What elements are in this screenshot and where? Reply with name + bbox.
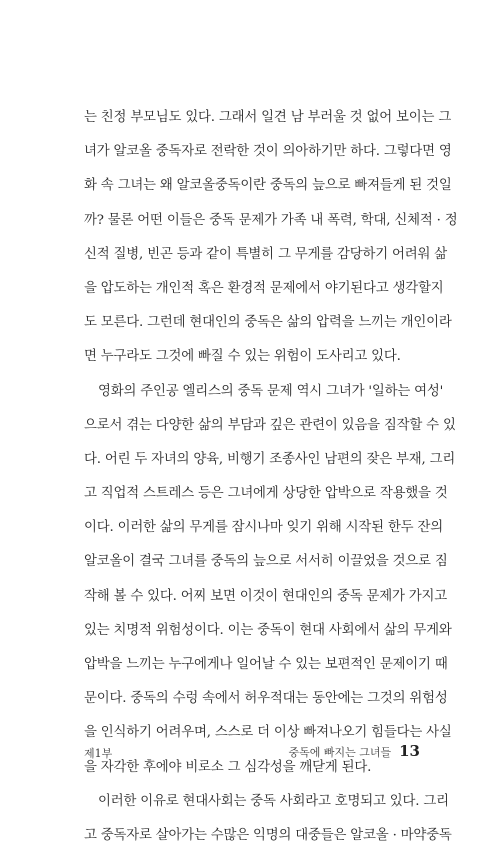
text-line: 다. 어린 두 자녀의 양육, 비행기 조종사인 남편의 잦은 부재, 그리 bbox=[84, 451, 456, 467]
text-line: 신적 질병, 빈곤 등과 같이 특별히 그 무게를 감당하기 어려워 삶 bbox=[84, 246, 448, 262]
text-line: 도 모른다. 그런데 현대인의 중독은 삶의 압력을 느끼는 개인이라 bbox=[84, 315, 452, 331]
text-line: 화 속 그녀는 왜 알코올중독이란 중독의 늪으로 빠져들게 된 것일 bbox=[84, 178, 452, 194]
running-title: 중독에 빠지는 그녀들 bbox=[288, 746, 392, 759]
footer-right bbox=[288, 742, 420, 760]
body-text bbox=[84, 101, 458, 853]
text-line: 는 친정 부모님도 있다. 그래서 일견 남 부러울 것 없어 보이는 그 bbox=[84, 110, 452, 125]
text-line: 이다. 이러한 삶의 무게를 잠시나마 잊기 위해 시작된 한두 잔의 bbox=[84, 520, 443, 536]
text-line: 이러한 이유로 현대사회는 중독 사회라고 호명되고 있다. 그리 bbox=[98, 793, 449, 809]
text-line: 까? 물론 어떤 이들은 중독 문제가 가족 내 폭력, 학대, 신체적 · 정 bbox=[84, 212, 458, 228]
text-line: 으로서 겪는 다양한 삶의 부담과 깊은 관련이 있음을 짐작할 수 있 bbox=[84, 417, 456, 433]
part-label: 제1부 bbox=[84, 747, 113, 760]
text-line: 을 압도하는 개인적 혹은 환경적 문제에서 야기된다고 생각할지 bbox=[84, 280, 444, 296]
text-line: 영화의 주인공 엘리스의 중독 문제 역시 그녀가 '일하는 여성' bbox=[98, 383, 444, 399]
text-line: 고 직업적 스트레스 등은 그녀에게 상당한 압박으로 작용했을 것 bbox=[84, 486, 448, 502]
text-line: 고 중독자로 살아가는 수많은 익명의 대중들은 알코올 · 마약중독 bbox=[84, 827, 452, 843]
text-line: 알코올이 결국 그녀를 중독의 늪으로 서서히 이끌었을 것으로 짐 bbox=[84, 554, 448, 570]
text-line: 을 인식하기 어려우며, 스스로 더 이상 빠져나오기 힘들다는 사실 bbox=[84, 725, 452, 741]
text-line: 있는 치명적 위험성이다. 이는 중독이 현대 사회에서 삶의 무게와 bbox=[84, 622, 452, 638]
text-line: 작해 볼 수 있다. 어찌 보면 이것이 현대인의 중독 문제가 가지고 bbox=[84, 588, 448, 604]
page-footer bbox=[84, 742, 420, 764]
text-line: 압박을 느끼는 누구에게나 일어날 수 있는 보편적인 문제이기 때 bbox=[84, 657, 448, 672]
text-line: 면 누구라도 그것에 빠질 수 있는 위험이 도사리고 있다. bbox=[84, 349, 401, 365]
text-line: 문이다. 중독의 수렁 속에서 허우적대는 동안에는 그것의 위험성 bbox=[84, 691, 448, 707]
page-number: 13 bbox=[399, 742, 420, 760]
text-line: 을 자각한 후에야 비로소 그 심각성을 깨닫게 된다. bbox=[84, 759, 372, 775]
text-line: 녀가 알코올 중독자로 전락한 것이 의아하기만 하다. 그렇다면 영 bbox=[84, 144, 452, 160]
